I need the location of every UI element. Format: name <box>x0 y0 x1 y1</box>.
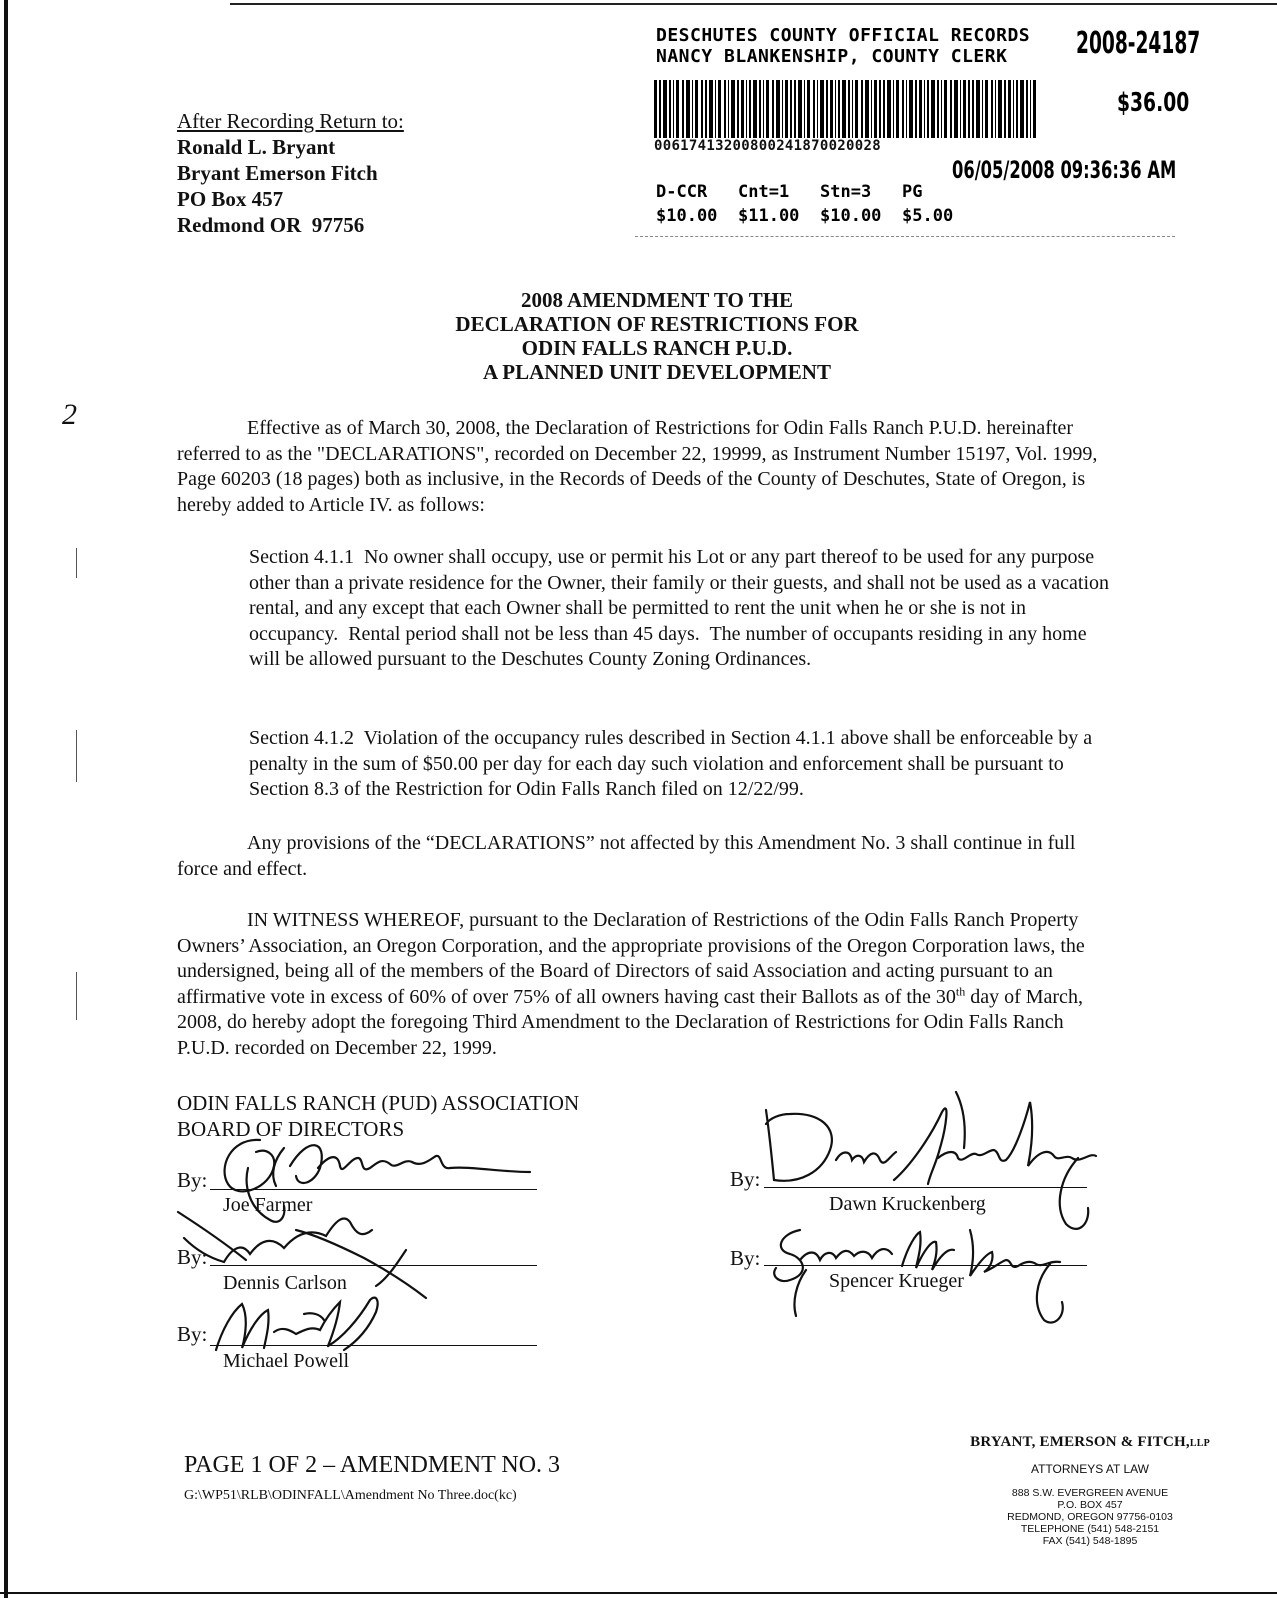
witness-text: IN WITNESS WHEREOF, pursuant to the Declaration of Restrictions of the Odin Falls Ranch Property Owners’ Association, an Oregon Corporation, and the appropriate provisions of the Oregon Corporation laws, the undersigned, being all of the members of the Board of Directors of said Association and acting pursuant to an affirmative vote in excess of 60% of over 75% of all owners having cast their Ballots as of the 30 <box>177 909 1085 1008</box>
fee-amount: $10.00 <box>656 206 718 226</box>
barcode-number: 00617413200800241870020028 <box>654 138 881 154</box>
signature-michael-powell <box>208 1290 408 1360</box>
signer-name: Joe Farmer <box>223 1194 313 1216</box>
fee-code: Cnt=1 <box>738 182 790 202</box>
fee-code: D-CCR <box>656 182 708 202</box>
title-line3: ODIN FALLS RANCH P.U.D. <box>521 336 793 360</box>
by-label: By: <box>730 1167 761 1191</box>
section-4-1-2: Section 4.1.2 Violation of the occupancy rules described in Section 4.1.1 above shall be enforceable by a penalty in the sum of $50.00 per day for each day such violation and enforcement shall be pursuant to Section 8.3 of the Restriction for Odin Falls Ranch filed on 12/22/99. <box>249 727 1098 800</box>
stamp-office-line2: NANCY BLANKENSHIP, COUNTY CLERK <box>656 46 1008 67</box>
firm-address-line: TELEPHONE (541) 548-2151 <box>1020 1523 1160 1535</box>
title-line1: 2008 AMENDMENT TO THE <box>520 288 794 312</box>
signature-spencer-krueger <box>760 1220 1100 1330</box>
return-firm: Bryant Emerson Fitch <box>177 161 378 185</box>
intro-paragraph: Effective as of March 30, 2008, the Declaration of Restrictions for Odin Falls Ranch P.U.D. hereinafter referred to as the "DECLARATIONS", recorded on December 22, 19999, as Instrument Number 15197, Vol. 1999, Page 60203 (18 pages) both as inclusive, in the Records of Deeds of the County of Deschutes, State of Oregon, is hereby added to Article IV. as follows: <box>177 417 1098 516</box>
witness-text-end: day of March, 2008, do hereby adopt the foregoing Third Amendment to the Declaration of Restrictions for Odin Falls Ranch P.U.D. recorded on December 22, 1999. <box>177 985 1083 1059</box>
by-label: By: <box>730 1246 761 1270</box>
document-title <box>177 288 1137 384</box>
recording-datetime: 06/05/2008 09:36:36 AM <box>952 156 1177 184</box>
recording-fee-amounts <box>656 204 962 228</box>
return-address1: PO Box 457 <box>177 187 284 211</box>
by-label: By: <box>177 1322 208 1346</box>
return-address2: Redmond OR 97756 <box>177 213 365 237</box>
page-edge-left <box>4 0 8 1598</box>
firm-name <box>960 1434 1220 1451</box>
fee-amount: $5.00 <box>902 206 954 226</box>
file-path: G:\WP51\RLB\ODINFALL\Amendment No Three.doc(kc) <box>184 1488 517 1503</box>
title-line4: A PLANNED UNIT DEVELOPMENT <box>483 360 831 384</box>
page-edge-top <box>230 3 1277 5</box>
return-name: Ronald L. Bryant <box>177 135 336 159</box>
fee-amount: $10.00 <box>820 206 882 226</box>
firm-address <box>960 1487 1220 1547</box>
fee-code: Stn=3 <box>820 182 872 202</box>
firm-address-line: FAX (541) 548-1895 <box>1042 1535 1138 1547</box>
signature-dawn-kruckenberg <box>760 1088 1120 1238</box>
by-label: By: <box>177 1245 208 1269</box>
barcode <box>654 80 1036 138</box>
firm-suffix: LLP <box>1189 1438 1210 1449</box>
page-number-label: PAGE 1 OF 2 – AMENDMENT NO. 3 <box>184 1452 561 1478</box>
title-line2: DECLARATION OF RESTRICTIONS FOR <box>455 312 859 336</box>
association-line1: ODIN FALLS RANCH (PUD) ASSOCIATION <box>177 1091 580 1115</box>
firm-address-line: 888 S.W. EVERGREEN AVENUE <box>1011 1487 1169 1499</box>
recording-stamp-office <box>656 25 1030 67</box>
section-4-1-1: Section 4.1.1 No owner shall occupy, use or permit his Lot or any part thereof to be used for any purpose other than a private residence for the Owner, their family or their guests, and shall not be used as a vacation rental, and any except that each Owner shall be permitted to rent the unit when he or she is not in occupancy. Rental period shall not be less than 45 days. The number of occupants residing in any home will be allowed pursuant to the Deschutes County Zoning Ordinances. <box>249 546 1115 670</box>
signer-name: Spencer Krueger <box>829 1270 964 1292</box>
margin-note: 2 <box>62 398 77 431</box>
stamp-divider <box>635 236 1175 237</box>
recording-fee-codes <box>656 180 962 204</box>
return-heading: After Recording Return to: <box>177 109 404 133</box>
association-line2: BOARD OF DIRECTORS <box>177 1117 405 1141</box>
page-edge-bottom <box>0 1592 1277 1594</box>
return-address-block <box>177 108 404 238</box>
signer-name: Dawn Kruckenberg <box>829 1193 986 1215</box>
provisions-paragraph: Any provisions of the “DECLARATIONS” not affected by this Amendment No. 3 shall continue in full force and effect. <box>177 832 1076 880</box>
firm-address-line: P.O. BOX 457 <box>1057 1499 1123 1511</box>
firm-address-line: REDMOND, OREGON 97756-0103 <box>1007 1511 1173 1523</box>
margin-bar <box>76 548 77 578</box>
law-firm-block <box>960 1434 1220 1547</box>
signer-name: Dennis Carlson <box>223 1272 347 1294</box>
stamp-office-line1: DESCHUTES COUNTY OFFICIAL RECORDS <box>656 25 1031 46</box>
signer-name: Michael Powell <box>223 1350 350 1372</box>
margin-bar <box>76 972 77 1020</box>
document-number: 2008-24187 <box>1076 26 1201 61</box>
witness-paragraph <box>177 908 1117 1061</box>
by-label: By: <box>177 1168 208 1192</box>
witness-superscript: th <box>955 983 966 998</box>
firm-subtitle: ATTORNEYS AT LAW <box>1030 1462 1150 1476</box>
margin-bar <box>76 730 77 782</box>
fee-code: PG <box>902 182 923 202</box>
fee-amount: $11.00 <box>738 206 800 226</box>
firm-name-text: BRYANT, EMERSON & FITCH, <box>970 1434 1190 1450</box>
recording-fee-total: $36.00 <box>1117 88 1190 118</box>
